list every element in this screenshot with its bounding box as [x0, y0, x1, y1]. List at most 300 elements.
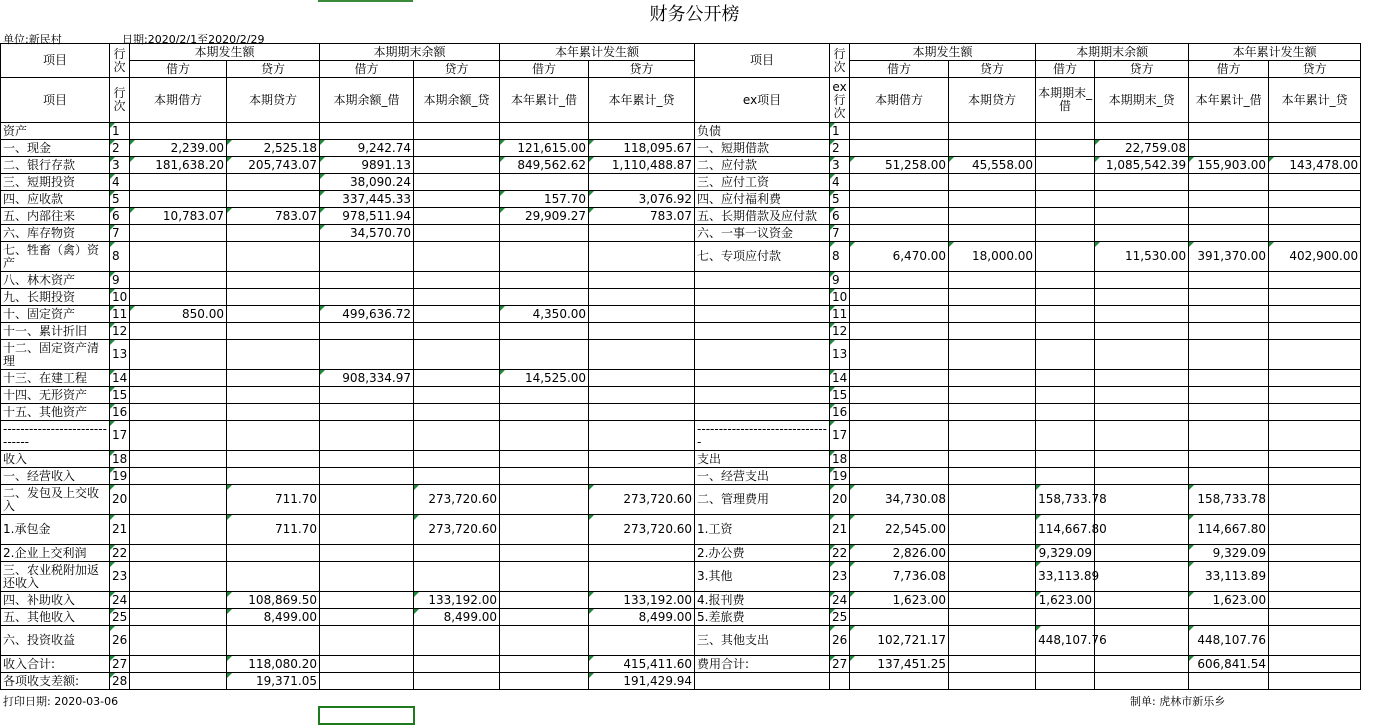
row-item-cell[interactable]: 六、库存物资	[1, 225, 110, 242]
row-amount-cell[interactable]	[589, 289, 695, 306]
row-amount-cell[interactable]	[589, 562, 695, 592]
row-amount-cell[interactable]	[589, 404, 695, 421]
row-item-cell[interactable]	[695, 272, 830, 289]
row-amount-cell[interactable]	[1095, 673, 1189, 690]
row-item-cell[interactable]: 3.其他	[695, 562, 830, 592]
row-amount-cell[interactable]	[130, 609, 227, 626]
row-amount-cell[interactable]	[320, 272, 414, 289]
row-amount-cell[interactable]	[1189, 306, 1269, 323]
row-amount-cell[interactable]	[589, 242, 695, 272]
row-item-cell[interactable]: 2.企业上交利润	[1, 545, 110, 562]
row-amount-cell[interactable]	[1036, 468, 1095, 485]
row-amount-cell[interactable]	[414, 208, 500, 225]
row-amount-cell[interactable]	[1189, 174, 1269, 191]
row-item-cell[interactable]	[695, 387, 830, 404]
row-amount-cell[interactable]	[949, 404, 1036, 421]
row-amount-cell[interactable]	[227, 626, 320, 656]
row-line-no-cell[interactable]: 1	[830, 123, 850, 140]
row-amount-cell[interactable]	[130, 656, 227, 673]
row-amount-cell[interactable]	[414, 272, 500, 289]
row-amount-cell[interactable]: 1,110,488.87	[589, 157, 695, 174]
row-amount-cell[interactable]	[320, 387, 414, 404]
row-amount-cell[interactable]	[227, 306, 320, 323]
row-amount-cell[interactable]	[949, 673, 1036, 690]
row-amount-cell[interactable]	[1189, 468, 1269, 485]
row-item-cell[interactable]: 二、管理费用	[695, 485, 830, 515]
row-amount-cell[interactable]: 850.00	[130, 306, 227, 323]
row-line-no-cell[interactable]: 1	[110, 123, 130, 140]
row-amount-cell[interactable]	[1189, 289, 1269, 306]
row-amount-cell[interactable]	[850, 306, 949, 323]
row-amount-cell[interactable]	[500, 123, 589, 140]
row-amount-cell[interactable]	[1269, 174, 1361, 191]
row-amount-cell[interactable]	[130, 370, 227, 387]
row-amount-cell[interactable]	[227, 225, 320, 242]
row-amount-cell[interactable]	[1189, 323, 1269, 340]
row-line-no-cell[interactable]: 21	[830, 515, 850, 545]
row-amount-cell[interactable]: 14,525.00	[500, 370, 589, 387]
row-amount-cell[interactable]	[949, 140, 1036, 157]
row-item-cell[interactable]	[695, 673, 830, 690]
row-amount-cell[interactable]: 114,667.80	[1189, 515, 1269, 545]
row-amount-cell[interactable]	[1095, 191, 1189, 208]
row-line-no-cell[interactable]: 13	[830, 340, 850, 370]
row-amount-cell[interactable]	[1095, 515, 1189, 545]
row-amount-cell[interactable]	[227, 404, 320, 421]
row-amount-cell[interactable]: 158,733.78	[1036, 485, 1095, 515]
row-amount-cell[interactable]: 273,720.60	[414, 515, 500, 545]
row-amount-cell[interactable]: 2,826.00	[850, 545, 949, 562]
row-item-cell[interactable]: -------------------------------	[695, 421, 830, 451]
row-amount-cell[interactable]	[320, 515, 414, 545]
row-amount-cell[interactable]	[949, 123, 1036, 140]
row-item-cell[interactable]: 九、长期投资	[1, 289, 110, 306]
row-item-cell[interactable]: 七、牲畜（禽）资产	[1, 242, 110, 272]
row-amount-cell[interactable]	[589, 421, 695, 451]
row-amount-cell[interactable]	[414, 225, 500, 242]
row-item-cell[interactable]: ------------------------------	[1, 421, 110, 451]
row-amount-cell[interactable]	[130, 242, 227, 272]
row-amount-cell[interactable]	[850, 123, 949, 140]
row-amount-cell[interactable]	[1269, 323, 1361, 340]
row-amount-cell[interactable]	[1269, 562, 1361, 592]
row-amount-cell[interactable]	[850, 404, 949, 421]
row-amount-cell[interactable]	[949, 306, 1036, 323]
row-amount-cell[interactable]	[1189, 370, 1269, 387]
row-amount-cell[interactable]	[130, 387, 227, 404]
row-amount-cell[interactable]	[320, 485, 414, 515]
row-amount-cell[interactable]	[1269, 123, 1361, 140]
row-amount-cell[interactable]	[320, 545, 414, 562]
row-amount-cell[interactable]	[1036, 191, 1095, 208]
row-amount-cell[interactable]	[320, 656, 414, 673]
row-line-no-cell[interactable]: 23	[830, 562, 850, 592]
row-amount-cell[interactable]: 6,470.00	[850, 242, 949, 272]
row-amount-cell[interactable]	[227, 421, 320, 451]
row-amount-cell[interactable]	[1269, 485, 1361, 515]
row-amount-cell[interactable]	[850, 387, 949, 404]
row-amount-cell[interactable]	[130, 174, 227, 191]
row-item-cell[interactable]: 十五、其他资产	[1, 404, 110, 421]
row-amount-cell[interactable]	[850, 140, 949, 157]
row-amount-cell[interactable]	[850, 208, 949, 225]
row-amount-cell[interactable]: 51,258.00	[850, 157, 949, 174]
row-amount-cell[interactable]	[1036, 140, 1095, 157]
row-amount-cell[interactable]	[1269, 140, 1361, 157]
row-amount-cell[interactable]	[1095, 404, 1189, 421]
row-amount-cell[interactable]	[850, 225, 949, 242]
row-amount-cell[interactable]	[1269, 626, 1361, 656]
row-amount-cell[interactable]	[227, 323, 320, 340]
row-amount-cell[interactable]	[1036, 451, 1095, 468]
row-amount-cell[interactable]: 1,623.00	[1036, 592, 1095, 609]
row-amount-cell[interactable]	[130, 673, 227, 690]
row-amount-cell[interactable]	[414, 468, 500, 485]
row-line-no-cell[interactable]: 5	[110, 191, 130, 208]
row-line-no-cell[interactable]: 14	[110, 370, 130, 387]
row-amount-cell[interactable]	[1189, 609, 1269, 626]
row-amount-cell[interactable]	[589, 225, 695, 242]
row-amount-cell[interactable]	[1095, 340, 1189, 370]
row-amount-cell[interactable]: 415,411.60	[589, 656, 695, 673]
row-amount-cell[interactable]	[414, 656, 500, 673]
row-amount-cell[interactable]	[320, 421, 414, 451]
row-amount-cell[interactable]	[320, 609, 414, 626]
row-amount-cell[interactable]	[1269, 404, 1361, 421]
row-amount-cell[interactable]	[1095, 592, 1189, 609]
row-line-no-cell[interactable]: 9	[110, 272, 130, 289]
row-amount-cell[interactable]	[1269, 545, 1361, 562]
row-amount-cell[interactable]	[589, 306, 695, 323]
row-line-no-cell[interactable]: 11	[110, 306, 130, 323]
row-amount-cell[interactable]	[1036, 272, 1095, 289]
row-amount-cell[interactable]: 783.07	[589, 208, 695, 225]
row-amount-cell[interactable]	[414, 562, 500, 592]
row-amount-cell[interactable]: 9,329.09	[1189, 545, 1269, 562]
row-amount-cell[interactable]: 45,558.00	[949, 157, 1036, 174]
row-amount-cell[interactable]	[1189, 123, 1269, 140]
row-amount-cell[interactable]: 205,743.07	[227, 157, 320, 174]
row-amount-cell[interactable]	[850, 174, 949, 191]
row-line-no-cell[interactable]: 12	[110, 323, 130, 340]
row-amount-cell[interactable]	[1036, 157, 1095, 174]
row-amount-cell[interactable]	[500, 323, 589, 340]
row-item-cell[interactable]: 一、经营收入	[1, 468, 110, 485]
row-line-no-cell[interactable]: 18	[110, 451, 130, 468]
row-amount-cell[interactable]	[589, 387, 695, 404]
row-amount-cell[interactable]: 1,623.00	[1189, 592, 1269, 609]
row-amount-cell[interactable]	[1269, 306, 1361, 323]
row-line-no-cell[interactable]: 14	[830, 370, 850, 387]
row-amount-cell[interactable]	[227, 191, 320, 208]
row-amount-cell[interactable]	[500, 626, 589, 656]
row-amount-cell[interactable]	[1036, 656, 1095, 673]
row-amount-cell[interactable]	[414, 174, 500, 191]
row-amount-cell[interactable]	[589, 340, 695, 370]
row-amount-cell[interactable]	[414, 340, 500, 370]
row-line-no-cell[interactable]: 10	[830, 289, 850, 306]
row-amount-cell[interactable]	[414, 451, 500, 468]
row-amount-cell[interactable]	[414, 323, 500, 340]
row-line-no-cell[interactable]: 27	[110, 656, 130, 673]
row-item-cell[interactable]: 十一、累计折旧	[1, 323, 110, 340]
row-amount-cell[interactable]	[1095, 626, 1189, 656]
row-amount-cell[interactable]	[589, 451, 695, 468]
row-amount-cell[interactable]	[500, 242, 589, 272]
row-amount-cell[interactable]	[1095, 387, 1189, 404]
row-amount-cell[interactable]	[1269, 370, 1361, 387]
selected-cell[interactable]	[318, 706, 415, 725]
row-amount-cell[interactable]	[949, 515, 1036, 545]
row-line-no-cell[interactable]: 16	[110, 404, 130, 421]
row-amount-cell[interactable]	[850, 451, 949, 468]
row-amount-cell[interactable]	[130, 404, 227, 421]
row-line-no-cell[interactable]: 20	[110, 485, 130, 515]
row-amount-cell[interactable]	[130, 340, 227, 370]
row-amount-cell[interactable]	[500, 562, 589, 592]
row-amount-cell[interactable]: 711.70	[227, 515, 320, 545]
row-amount-cell[interactable]: 337,445.33	[320, 191, 414, 208]
row-amount-cell[interactable]: 18,000.00	[949, 242, 1036, 272]
row-item-cell[interactable]: 五、内部往来	[1, 208, 110, 225]
row-item-cell[interactable]: 七、专项应付款	[695, 242, 830, 272]
row-amount-cell[interactable]	[227, 451, 320, 468]
row-amount-cell[interactable]	[320, 340, 414, 370]
row-item-cell[interactable]	[695, 404, 830, 421]
row-amount-cell[interactable]	[949, 225, 1036, 242]
row-amount-cell[interactable]	[500, 387, 589, 404]
row-amount-cell[interactable]: 783.07	[227, 208, 320, 225]
row-amount-cell[interactable]	[1036, 123, 1095, 140]
row-amount-cell[interactable]	[130, 272, 227, 289]
row-item-cell[interactable]: 十二、固定资产清理	[1, 340, 110, 370]
row-amount-cell[interactable]	[949, 451, 1036, 468]
row-amount-cell[interactable]	[414, 545, 500, 562]
row-amount-cell[interactable]	[949, 340, 1036, 370]
row-amount-cell[interactable]: 448,107.76	[1189, 626, 1269, 656]
row-amount-cell[interactable]	[1189, 451, 1269, 468]
row-amount-cell[interactable]: 34,730.08	[850, 485, 949, 515]
row-amount-cell[interactable]	[1095, 174, 1189, 191]
row-item-cell[interactable]: 三、应付工资	[695, 174, 830, 191]
row-line-no-cell[interactable]: 7	[110, 225, 130, 242]
row-amount-cell[interactable]	[414, 404, 500, 421]
row-item-cell[interactable]: 六、投资收益	[1, 626, 110, 656]
row-amount-cell[interactable]: 22,545.00	[850, 515, 949, 545]
row-item-cell[interactable]: 十四、无形资产	[1, 387, 110, 404]
row-item-cell[interactable]: 三、农业税附加返还收入	[1, 562, 110, 592]
row-amount-cell[interactable]: 499,636.72	[320, 306, 414, 323]
row-amount-cell[interactable]: 38,090.24	[320, 174, 414, 191]
row-amount-cell[interactable]: 273,720.60	[589, 515, 695, 545]
row-item-cell[interactable]: 十、固定资产	[1, 306, 110, 323]
row-amount-cell[interactable]	[227, 562, 320, 592]
row-line-no-cell[interactable]: 8	[110, 242, 130, 272]
row-line-no-cell[interactable]: 3	[830, 157, 850, 174]
row-amount-cell[interactable]	[850, 673, 949, 690]
row-line-no-cell[interactable]: 20	[830, 485, 850, 515]
row-amount-cell[interactable]	[320, 592, 414, 609]
row-amount-cell[interactable]: 10,783.07	[130, 208, 227, 225]
row-amount-cell[interactable]: 402,900.00	[1269, 242, 1361, 272]
row-amount-cell[interactable]	[1095, 656, 1189, 673]
row-amount-cell[interactable]	[130, 562, 227, 592]
row-line-no-cell[interactable]: 28	[110, 673, 130, 690]
row-amount-cell[interactable]	[414, 191, 500, 208]
row-line-no-cell[interactable]: 22	[110, 545, 130, 562]
row-amount-cell[interactable]	[1095, 123, 1189, 140]
row-amount-cell[interactable]	[130, 485, 227, 515]
row-item-cell[interactable]: 三、短期投资	[1, 174, 110, 191]
row-amount-cell[interactable]: 118,080.20	[227, 656, 320, 673]
row-item-cell[interactable]: 二、应付款	[695, 157, 830, 174]
row-amount-cell[interactable]: 8,499.00	[589, 609, 695, 626]
row-amount-cell[interactable]	[320, 289, 414, 306]
row-amount-cell[interactable]	[320, 404, 414, 421]
row-amount-cell[interactable]	[227, 468, 320, 485]
row-amount-cell[interactable]	[1095, 485, 1189, 515]
row-amount-cell[interactable]	[1189, 673, 1269, 690]
row-amount-cell[interactable]	[1269, 272, 1361, 289]
row-amount-cell[interactable]	[130, 626, 227, 656]
row-line-no-cell[interactable]: 21	[110, 515, 130, 545]
row-amount-cell[interactable]	[414, 123, 500, 140]
row-amount-cell[interactable]: 157.70	[500, 191, 589, 208]
row-amount-cell[interactable]: 9,242.74	[320, 140, 414, 157]
row-amount-cell[interactable]	[1189, 387, 1269, 404]
row-line-no-cell[interactable]: 15	[830, 387, 850, 404]
row-amount-cell[interactable]: 121,615.00	[500, 140, 589, 157]
row-amount-cell[interactable]	[1095, 289, 1189, 306]
row-amount-cell[interactable]	[500, 656, 589, 673]
row-amount-cell[interactable]	[850, 609, 949, 626]
row-amount-cell[interactable]: 978,511.94	[320, 208, 414, 225]
row-amount-cell[interactable]	[589, 123, 695, 140]
row-amount-cell[interactable]	[414, 242, 500, 272]
row-amount-cell[interactable]: 273,720.60	[589, 485, 695, 515]
row-amount-cell[interactable]: 118,095.67	[589, 140, 695, 157]
row-amount-cell[interactable]	[949, 289, 1036, 306]
row-amount-cell[interactable]	[414, 626, 500, 656]
row-amount-cell[interactable]	[589, 370, 695, 387]
row-amount-cell[interactable]	[500, 451, 589, 468]
row-line-no-cell[interactable]: 19	[830, 468, 850, 485]
row-amount-cell[interactable]	[130, 323, 227, 340]
row-amount-cell[interactable]	[1269, 468, 1361, 485]
row-amount-cell[interactable]: 108,869.50	[227, 592, 320, 609]
row-amount-cell[interactable]: 908,334.97	[320, 370, 414, 387]
row-amount-cell[interactable]: 273,720.60	[414, 485, 500, 515]
row-amount-cell[interactable]	[1036, 421, 1095, 451]
row-item-cell[interactable]: 一、短期借款	[695, 140, 830, 157]
row-amount-cell[interactable]	[500, 289, 589, 306]
row-amount-cell[interactable]	[1269, 225, 1361, 242]
row-item-cell[interactable]: 六、一事一议资金	[695, 225, 830, 242]
row-amount-cell[interactable]	[949, 609, 1036, 626]
row-amount-cell[interactable]	[949, 656, 1036, 673]
row-amount-cell[interactable]	[1036, 609, 1095, 626]
row-amount-cell[interactable]	[1036, 242, 1095, 272]
row-amount-cell[interactable]	[1189, 208, 1269, 225]
row-line-no-cell[interactable]: 8	[830, 242, 850, 272]
row-amount-cell[interactable]	[414, 387, 500, 404]
row-amount-cell[interactable]	[589, 626, 695, 656]
row-amount-cell[interactable]	[320, 468, 414, 485]
row-line-no-cell[interactable]: 26	[110, 626, 130, 656]
row-amount-cell[interactable]	[414, 421, 500, 451]
row-line-no-cell[interactable]: 13	[110, 340, 130, 370]
row-amount-cell[interactable]	[500, 592, 589, 609]
row-line-no-cell[interactable]: 4	[110, 174, 130, 191]
row-amount-cell[interactable]	[1095, 208, 1189, 225]
row-amount-cell[interactable]	[1269, 289, 1361, 306]
row-amount-cell[interactable]	[227, 545, 320, 562]
row-amount-cell[interactable]	[1189, 272, 1269, 289]
row-line-no-cell[interactable]: 5	[830, 191, 850, 208]
row-item-cell[interactable]	[695, 306, 830, 323]
row-amount-cell[interactable]	[1269, 340, 1361, 370]
row-amount-cell[interactable]: 849,562.62	[500, 157, 589, 174]
row-amount-cell[interactable]	[227, 123, 320, 140]
row-amount-cell[interactable]	[1189, 421, 1269, 451]
row-line-no-cell[interactable]: 18	[830, 451, 850, 468]
row-item-cell[interactable]: 收入	[1, 451, 110, 468]
row-amount-cell[interactable]	[227, 242, 320, 272]
row-amount-cell[interactable]	[589, 272, 695, 289]
row-amount-cell[interactable]	[320, 562, 414, 592]
row-amount-cell[interactable]	[130, 191, 227, 208]
row-item-cell[interactable]: 各项收支差额:	[1, 673, 110, 690]
row-amount-cell[interactable]: 9,329.09	[1036, 545, 1095, 562]
row-amount-cell[interactable]	[1036, 174, 1095, 191]
row-line-no-cell[interactable]: 12	[830, 323, 850, 340]
row-amount-cell[interactable]	[850, 323, 949, 340]
row-amount-cell[interactable]: 29,909.27	[500, 208, 589, 225]
row-amount-cell[interactable]	[1095, 468, 1189, 485]
row-amount-cell[interactable]: 133,192.00	[414, 592, 500, 609]
row-amount-cell[interactable]	[320, 123, 414, 140]
row-line-no-cell[interactable]: 15	[110, 387, 130, 404]
row-amount-cell[interactable]	[130, 123, 227, 140]
row-amount-cell[interactable]: 2,239.00	[130, 140, 227, 157]
row-line-no-cell[interactable]: 10	[110, 289, 130, 306]
row-line-no-cell[interactable]: 2	[830, 140, 850, 157]
row-amount-cell[interactable]	[500, 545, 589, 562]
row-amount-cell[interactable]	[949, 545, 1036, 562]
row-line-no-cell[interactable]: 17	[830, 421, 850, 451]
row-amount-cell[interactable]	[227, 340, 320, 370]
row-amount-cell[interactable]	[227, 174, 320, 191]
row-line-no-cell[interactable]: 26	[830, 626, 850, 656]
row-item-cell[interactable]: 四、补助收入	[1, 592, 110, 609]
row-amount-cell[interactable]	[1036, 208, 1095, 225]
row-amount-cell[interactable]	[320, 323, 414, 340]
row-item-cell[interactable]: 一、现金	[1, 140, 110, 157]
row-amount-cell[interactable]	[589, 174, 695, 191]
row-amount-cell[interactable]: 137,451.25	[850, 656, 949, 673]
row-item-cell[interactable]: 2.办公费	[695, 545, 830, 562]
row-amount-cell[interactable]	[850, 370, 949, 387]
row-amount-cell[interactable]	[1036, 225, 1095, 242]
row-amount-cell[interactable]: 4,350.00	[500, 306, 589, 323]
row-amount-cell[interactable]: 8,499.00	[414, 609, 500, 626]
row-amount-cell[interactable]	[500, 485, 589, 515]
row-amount-cell[interactable]: 158,733.78	[1189, 485, 1269, 515]
row-amount-cell[interactable]	[949, 208, 1036, 225]
row-amount-cell[interactable]	[949, 592, 1036, 609]
row-amount-cell[interactable]	[1269, 208, 1361, 225]
row-amount-cell[interactable]	[1095, 225, 1189, 242]
